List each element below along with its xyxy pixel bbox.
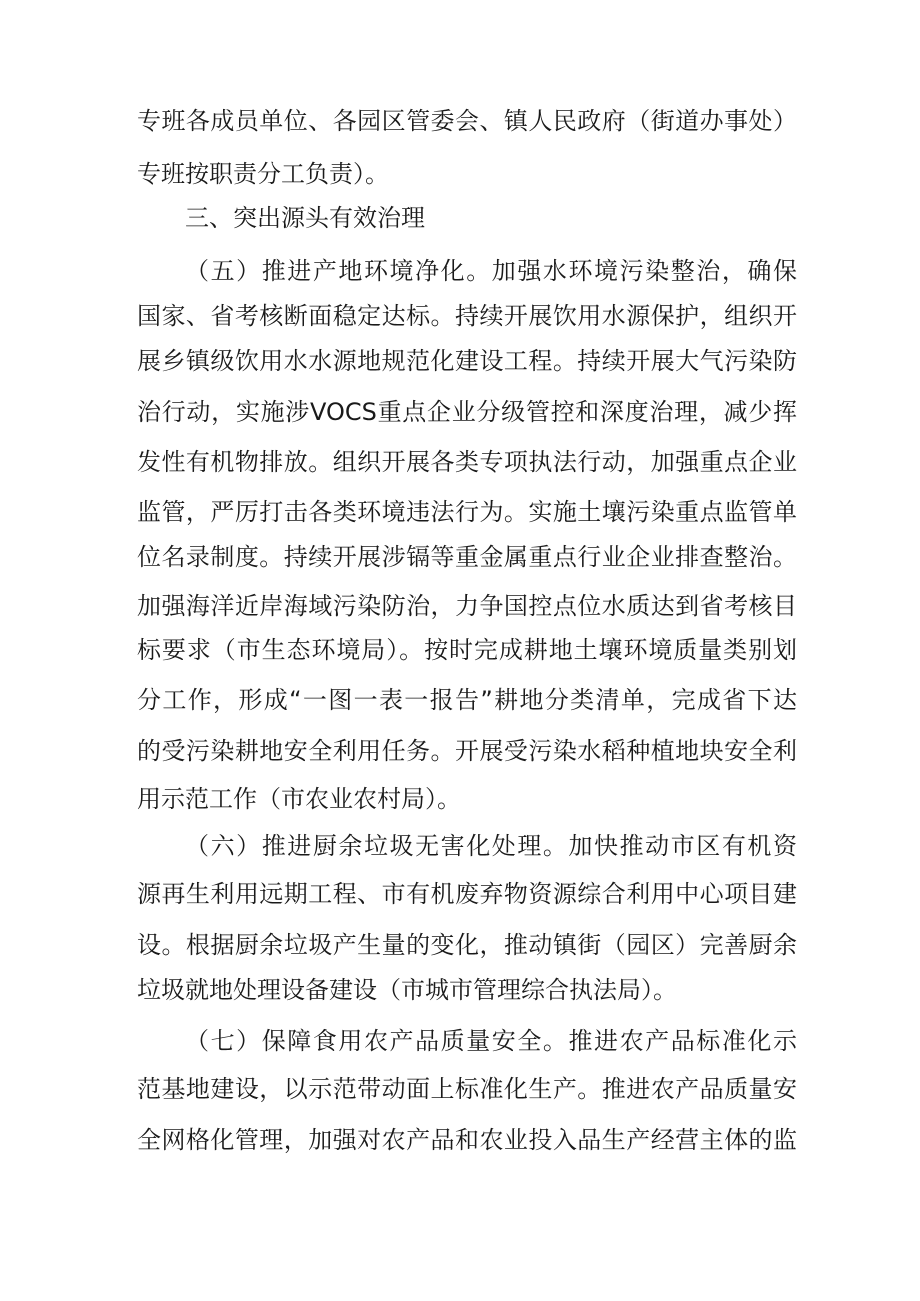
- text-line: 国家、省考核断面稳定达标。持续开展饮用水源保护，组织开: [137, 302, 797, 330]
- text-line: 发性有机物排放。组织开展各类专项执法行动，加强重点企业: [137, 448, 797, 476]
- text-line: 专班各成员单位、各园区管委会、镇人民政府（街道办事处）: [137, 107, 797, 135]
- text-line: 设。根据厨余垃圾产生量的变化，推动镇街（园区）完善厨余: [137, 931, 797, 959]
- text-line: 治行动，实施涉VOCS重点企业分级管控和深度治理，减少挥: [137, 398, 797, 426]
- text-line: 位名录制度。持续开展涉镉等重金属重点行业企业排查整治。: [137, 543, 797, 571]
- text-line: 全网格化管理，加强对农产品和农业投入品生产经营主体的监: [137, 1126, 797, 1154]
- text-line: 分工作，形成“一图一表一报告”耕地分类清单，完成省下达: [137, 686, 797, 714]
- text-line: 的受污染耕地安全利用任务。开展受污染水稻种植地块安全利: [137, 737, 797, 765]
- text-line: 加强海洋近岸海域污染防治，力争国控点位水质达到省考核目: [137, 592, 797, 620]
- text-line: 范基地建设，以示范带动面上标准化生产。推进农产品质量安: [137, 1075, 797, 1103]
- text-line: 垃圾就地处理设备建设（市城市管理综合执法局）。: [137, 976, 677, 1004]
- text-line: （六）推进厨余垃圾无害化处理。加快推动市区有机资: [185, 832, 797, 860]
- text-line: 监管，严厉打击各类环境违法行为。实施土壤污染重点监管单: [137, 498, 797, 526]
- text-line: 展乡镇级饮用水水源地规范化建设工程。持续开展大气污染防: [137, 347, 797, 375]
- text-line: 专班按职责分工负责）。: [137, 160, 389, 188]
- text-line: （七）保障食用农产品质量安全。推进农产品标准化示: [185, 1027, 797, 1055]
- text-line: 源再生利用远期工程、市有机废弃物资源综合利用中心项目建: [137, 880, 797, 908]
- section-heading: 三、突出源头有效治理: [185, 204, 425, 232]
- text-line: （五）推进产地环境净化。加强水环境污染整治，确保: [185, 257, 797, 285]
- text-line: 用示范工作（市农业农村局）。: [137, 785, 461, 813]
- text-line: 标要求（市生态环境局）。按时完成耕地土壤环境质量类别划: [137, 636, 797, 664]
